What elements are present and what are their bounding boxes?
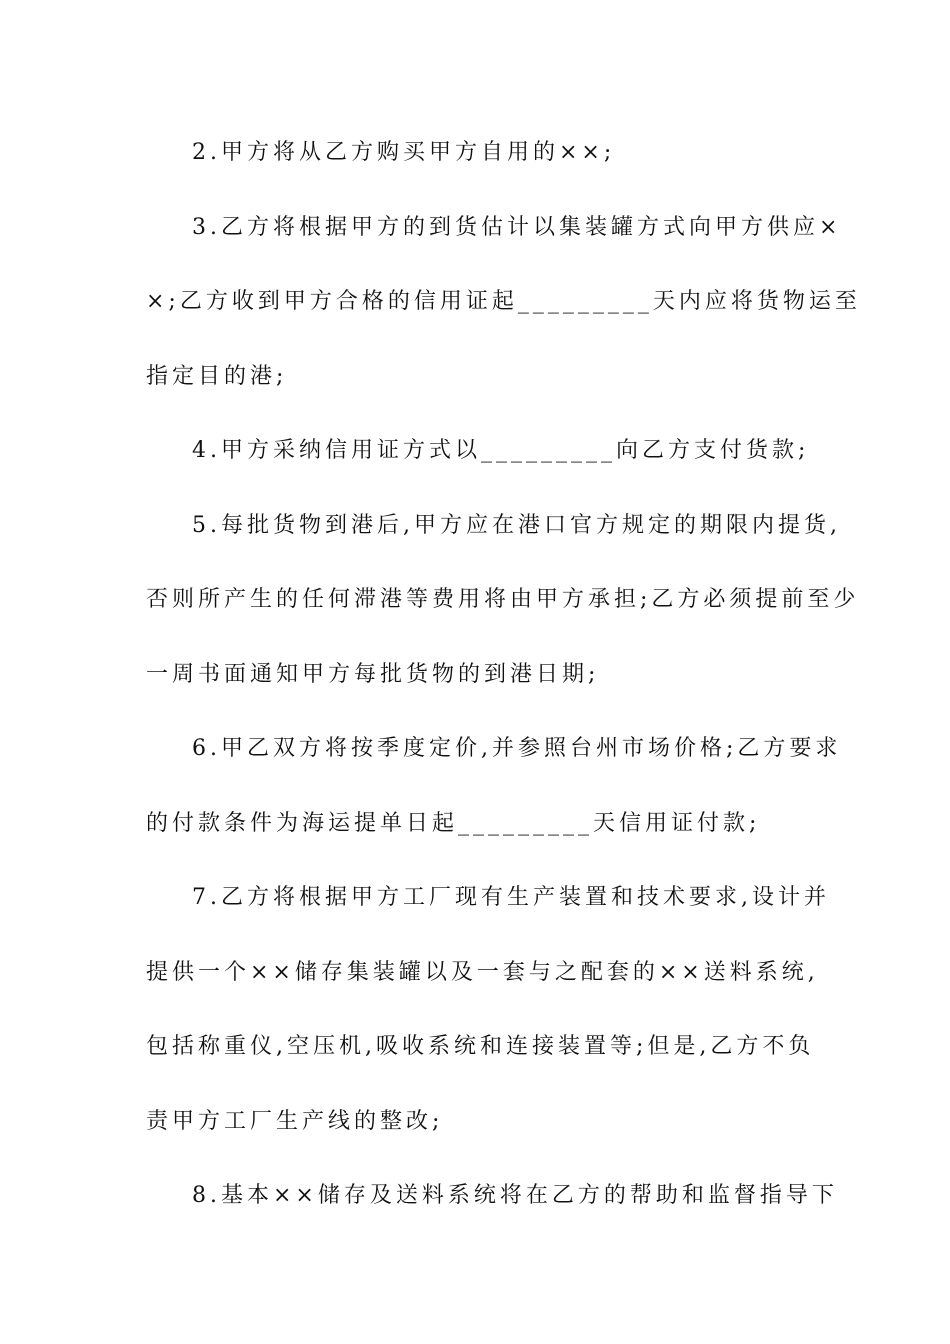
clause-7-line-1: 7.乙方将根据甲方工厂现有生产装置和技术要求,设计并 bbox=[192, 885, 830, 910]
clause-7-line-2: 提供一个××储存集装罐以及一套与之配套的××送料系统, bbox=[146, 959, 819, 985]
clause-6-line-1: 6.甲乙双方将按季度定价,并参照台州市场价格;乙方要求 bbox=[192, 736, 842, 761]
clause-5-line-3: 一周书面通知甲方每批货物的到港日期; bbox=[146, 661, 600, 687]
clause-4-line: 4.甲方采纳信用证方式以_________向乙方支付货款; bbox=[192, 438, 810, 463]
clause-7-line-4: 责甲方工厂生产线的整改; bbox=[146, 1108, 444, 1134]
clause-3-line-3: 指定目的港; bbox=[146, 363, 288, 389]
clause-3-line-2: ×;乙方收到甲方合格的信用证起_________天内应将货物运至 bbox=[146, 289, 861, 314]
clause-8-line-1: 8.基本××储存及送料系统将在乙方的帮助和监督指导下 bbox=[192, 1183, 838, 1208]
clause-5-line-1: 5.每批货物到港后,甲方应在港口官方规定的期限内提货, bbox=[192, 512, 841, 538]
clause-6-line-2: 的付款条件为海运提单日起_________天信用证付款; bbox=[146, 810, 761, 836]
document-body bbox=[146, 133, 861, 1251]
clause-3-line-1: 3.乙方将根据甲方的到货估计以集装罐方式向甲方供应× bbox=[192, 214, 842, 240]
clause-7-line-3: 包括称重仪,空压机,吸收系统和连接装置等;但是,乙方不负 bbox=[146, 1034, 815, 1059]
clause-2-line: 2.甲方将从乙方购买甲方自用的××; bbox=[192, 140, 616, 165]
clause-5-line-2: 否则所产生的任何滞港等费用将由甲方承担;乙方必须提前至少 bbox=[146, 587, 860, 612]
